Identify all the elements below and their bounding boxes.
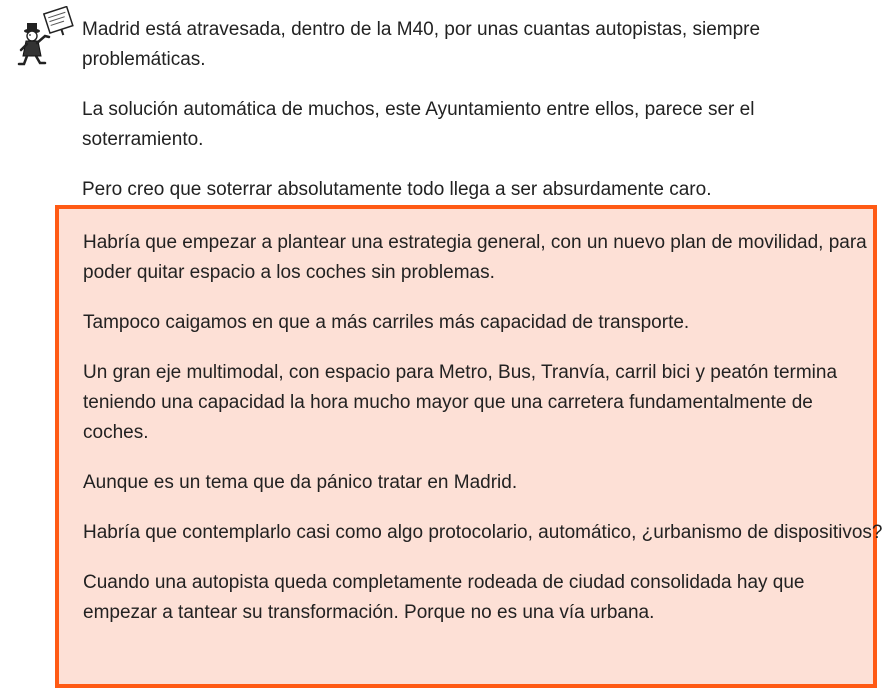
post-paragraph: Pero creo que soterrar absolutamente todo llega a ser absurdamente caro. (82, 179, 712, 200)
highlighted-paragraph: Aunque es un tema que da pánico tratar en Madrid. (83, 472, 518, 493)
highlighted-quote-box (55, 205, 883, 688)
post-paragraph: Madrid está atravesada, dentro de la M40, por unas cuantas autopistas, siempre problemáticas. (82, 19, 761, 70)
person-with-sign-icon (14, 6, 76, 66)
highlighted-paragraph: Tampoco caigamos en que a más carriles más capacidad de transporte. (83, 312, 690, 333)
highlighted-paragraph: Un gran eje multimodal, con espacio para Metro, Bus, Tranvía, carril bici y peatón termina teniendo una capacidad la hora mucho mayor que una carretera fundamentalmente de coches. (83, 362, 838, 443)
post-paragraph: La solución automática de muchos, este Ayuntamiento entre ellos, parece ser el soterramiento. (82, 99, 755, 150)
post-body (82, 15, 872, 225)
highlighted-quote-body (83, 228, 883, 648)
highlighted-paragraph: Habría que contemplarlo casi como algo protocolario, automático, ¿urbanismo de dispositivos? (83, 522, 883, 543)
highlighted-paragraph: Habría que empezar a plantear una estrategia general, con un nuevo plan de movilidad, para poder quitar espacio a los coches sin problemas. (83, 232, 867, 283)
highlighted-paragraph: Cuando una autopista queda completamente rodeada de ciudad consolidada hay que empezar a tantear su transformación. Porque no es una vía urbana. (83, 572, 805, 623)
avatar (14, 6, 76, 66)
